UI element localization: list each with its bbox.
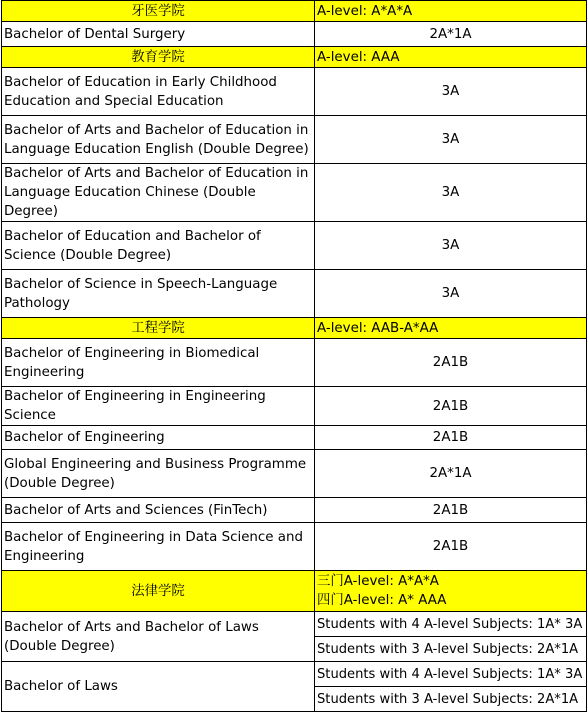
table-row	[2, 662, 587, 687]
programme-requirement: 2A1B	[315, 387, 587, 426]
programme-requirement: 3A	[315, 116, 587, 164]
requirement-line: 四门A-level: A* AAA	[317, 593, 447, 608]
table-row	[2, 498, 587, 523]
programme-requirement: 2A*1A	[315, 22, 587, 47]
faculty-requirement	[315, 571, 587, 612]
table-row	[2, 387, 587, 426]
programme-name: Bachelor of Engineering in Biomedical Engineering	[2, 339, 315, 387]
programme-name: Bachelor of Engineering in Data Science and Engineering	[2, 523, 315, 571]
faculty-header-education	[2, 47, 587, 68]
programme-requirement: 2A*1A	[315, 450, 587, 498]
programme-name: Bachelor of Arts and Bachelor of Laws (Double Degree)	[2, 612, 315, 662]
programme-name: Global Engineering and Business Programme (Double Degree)	[2, 450, 315, 498]
table-row	[2, 339, 587, 387]
faculty-name: 法律学院	[2, 571, 315, 612]
faculty-header-law	[2, 571, 587, 612]
faculty-requirement: A-level: A*A*A	[315, 1, 587, 22]
table-row	[2, 116, 587, 164]
programme-requirement: Students with 3 A-level Subjects: 2A*1A	[315, 687, 587, 712]
programme-name: Bachelor of Engineering in Engineering Science	[2, 387, 315, 426]
programme-name: Bachelor of Science in Speech-Language Pathology	[2, 270, 315, 318]
programme-requirement: 3A	[315, 222, 587, 270]
table-row	[2, 270, 587, 318]
faculty-header-dentistry	[2, 1, 587, 22]
programme-requirement: 2A1B	[315, 426, 587, 450]
programme-requirement: Students with 4 A-level Subjects: 1A* 3A	[315, 662, 587, 687]
programme-name: Bachelor of Arts and Bachelor of Education in Language Education Chinese (Double Degree)	[2, 164, 315, 222]
programme-requirement: Students with 3 A-level Subjects: 2A*1A	[315, 637, 587, 662]
programme-requirement: 3A	[315, 270, 587, 318]
admission-table	[1, 0, 587, 712]
programme-name: Bachelor of Engineering	[2, 426, 315, 450]
table-row	[2, 612, 587, 637]
programme-requirement: 2A1B	[315, 339, 587, 387]
table-row	[2, 426, 587, 450]
table-row	[2, 523, 587, 571]
table-row	[2, 22, 587, 47]
programme-name: Bachelor of Arts and Sciences (FinTech)	[2, 498, 315, 523]
table-row	[2, 68, 587, 116]
programme-requirement: 3A	[315, 68, 587, 116]
faculty-header-engineering	[2, 318, 587, 339]
programme-name: Bachelor of Dental Surgery	[2, 22, 315, 47]
programme-name: Bachelor of Laws	[2, 662, 315, 712]
programme-name: Bachelor of Arts and Bachelor of Education in Language Education English (Double Degree)	[2, 116, 315, 164]
programme-requirement: 2A1B	[315, 498, 587, 523]
programme-name: Bachelor of Education in Early Childhood Education and Special Education	[2, 68, 315, 116]
requirement-line: 三门A-level: A*A*A	[317, 574, 439, 589]
programme-requirement: Students with 4 A-level Subjects: 1A* 3A	[315, 612, 587, 637]
table-row	[2, 222, 587, 270]
faculty-requirement: A-level: AAB-A*AA	[315, 318, 587, 339]
programme-name: Bachelor of Education and Bachelor of Science (Double Degree)	[2, 222, 315, 270]
programme-requirement: 2A1B	[315, 523, 587, 571]
faculty-name: 教育学院	[2, 47, 315, 68]
faculty-name: 工程学院	[2, 318, 315, 339]
table-row	[2, 164, 587, 222]
faculty-name: 牙医学院	[2, 1, 315, 22]
table-row	[2, 450, 587, 498]
programme-requirement: 3A	[315, 164, 587, 222]
faculty-requirement: A-level: AAA	[315, 47, 587, 68]
